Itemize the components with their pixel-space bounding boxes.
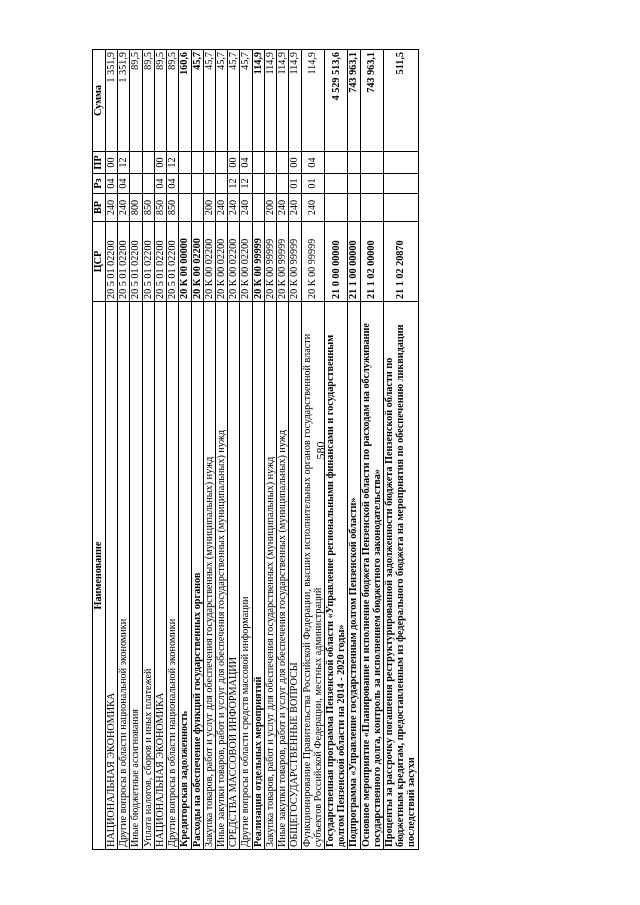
cell-name: Иные бюджетные ассигнования (130, 302, 142, 850)
cell-csr: 20 К 00 99999 (252, 222, 264, 302)
cell-rz: 04 (154, 174, 166, 194)
cell-sum: 89,5 (154, 50, 166, 152)
cell-csr: 21 0 00 00000 (324, 222, 347, 302)
budget-table-rotated (92, 50, 532, 850)
cell-rz (360, 174, 383, 194)
cell-sum: 114,9 (252, 50, 264, 152)
cell-name: Уплата налогов, сборов и иных платежей (142, 302, 154, 850)
table-row (348, 50, 360, 850)
table-row (215, 50, 227, 850)
cell-rz: 01 (289, 174, 301, 194)
cell-name: Другие вопросы в области средств массовой информации (240, 302, 252, 850)
cell-name: Проценты за рассрочку погашения реструктурированной задолженности бюджета Пензенской области по бюджетным кредитам, предоставленным из федерального бюджета на мероприятия по обеспечению ликвидации последствий засухи (384, 302, 419, 850)
table-row (289, 50, 301, 850)
cell-csr: 20 5 01 02200 (130, 222, 142, 302)
cell-name: ОБЩЕГОСУДАРСТВЕННЫЕ ВОПРОСЫ (289, 302, 301, 850)
cell-rz (277, 174, 289, 194)
cell-name: Реализация отдельных мероприятий (252, 302, 264, 850)
cell-pr (277, 152, 289, 174)
table-row (384, 50, 419, 850)
cell-vr (384, 194, 419, 222)
cell-pr: 04 (301, 152, 324, 174)
cell-pr: 04 (240, 152, 252, 174)
cell-csr: 20 К 00 02200 (240, 222, 252, 302)
cell-sum: 114,9 (289, 50, 301, 152)
cell-pr: 00 (228, 152, 240, 174)
cell-csr: 20 К 00 02200 (203, 222, 215, 302)
cell-csr: 21 1 02 00000 (360, 222, 383, 302)
cell-name: Расходы на обеспечение функций государственных органов (191, 302, 203, 850)
table-row (130, 50, 142, 850)
cell-rz: 12 (228, 174, 240, 194)
cell-sum: 45,7 (240, 50, 252, 152)
cell-pr (360, 152, 383, 174)
cell-rz (324, 174, 347, 194)
cell-csr: 20 К 00 99999 (277, 222, 289, 302)
cell-pr (203, 152, 215, 174)
header-name: Наименование (93, 302, 106, 850)
header-vr: ВР (93, 194, 106, 222)
cell-vr (179, 194, 191, 222)
cell-vr: 800 (130, 194, 142, 222)
cell-rz: 01 (301, 174, 324, 194)
cell-vr: 240 (301, 194, 324, 222)
cell-name: Функционирование Правительства Российской Федерации, высших исполнительных органов государственной власти субъектов Российской Федерации, местных администраций (301, 302, 324, 850)
cell-pr (324, 152, 347, 174)
cell-rz (179, 174, 191, 194)
cell-pr (130, 152, 142, 174)
cell-csr: 20 5 01 02200 (106, 222, 118, 302)
cell-sum: 45,7 (203, 50, 215, 152)
cell-pr (142, 152, 154, 174)
cell-name: НАЦИОНАЛЬНАЯ ЭКОНОМИКА (106, 302, 118, 850)
cell-rz: 04 (167, 174, 179, 194)
cell-pr: 12 (118, 152, 130, 174)
table-row (191, 50, 203, 850)
cell-vr: 240 (228, 194, 240, 222)
cell-vr: 240 (106, 194, 118, 222)
header-sum: Сумма (93, 50, 106, 152)
cell-rz: 04 (118, 174, 130, 194)
table-row (301, 50, 324, 850)
cell-csr: 20 К 00 99999 (264, 222, 276, 302)
cell-csr: 20 5 01 02200 (167, 222, 179, 302)
header-pr: ПР (93, 152, 106, 174)
cell-pr: 00 (154, 152, 166, 174)
cell-rz (203, 174, 215, 194)
table-row (106, 50, 118, 850)
cell-name: НАЦИОНАЛЬНАЯ ЭКОНОМИКА (154, 302, 166, 850)
table-row (154, 50, 166, 850)
cell-rz: 04 (106, 174, 118, 194)
cell-csr: 20 К 00 02200 (191, 222, 203, 302)
table-row (179, 50, 191, 850)
cell-name: Другие вопросы в области национальной экономики (167, 302, 179, 850)
cell-vr (191, 194, 203, 222)
cell-name: Кредиторская задолженность (179, 302, 191, 850)
cell-vr (252, 194, 264, 222)
cell-csr: 20 5 01 02200 (118, 222, 130, 302)
cell-pr (191, 152, 203, 174)
table-row (228, 50, 240, 850)
cell-sum: 114,9 (277, 50, 289, 152)
cell-pr (215, 152, 227, 174)
cell-sum: 114,9 (264, 50, 276, 152)
cell-vr (324, 194, 347, 222)
cell-rz (348, 174, 360, 194)
page-number: 580 (313, 441, 328, 460)
cell-pr: 00 (106, 152, 118, 174)
table-row (118, 50, 130, 850)
cell-sum: 511,5 (384, 50, 419, 152)
cell-csr: 20 К 00 02200 (215, 222, 227, 302)
table-row (167, 50, 179, 850)
cell-pr (179, 152, 191, 174)
cell-sum: 45,7 (228, 50, 240, 152)
cell-rz (264, 174, 276, 194)
cell-name: Иные закупки товаров, работ и услуг для обеспечения государственных (муниципальных) нужд (215, 302, 227, 850)
cell-rz (142, 174, 154, 194)
cell-sum: 160,6 (179, 50, 191, 152)
cell-vr: 200 (264, 194, 276, 222)
cell-rz (252, 174, 264, 194)
table-row (240, 50, 252, 850)
cell-rz (191, 174, 203, 194)
budget-table (92, 49, 419, 850)
cell-csr: 20 К 00 99999 (289, 222, 301, 302)
cell-name: СРЕДСТВА МАССОВОЙ ИНФОРМАЦИИ (228, 302, 240, 850)
cell-name: Закупка товаров, работ и услуг для обеспечения государственных (муниципальных) нужд (203, 302, 215, 850)
cell-vr: 850 (154, 194, 166, 222)
cell-pr: 00 (289, 152, 301, 174)
cell-sum: 1 351,9 (118, 50, 130, 152)
cell-sum: 45,7 (191, 50, 203, 152)
cell-sum: 89,5 (167, 50, 179, 152)
header-csr: ЦСР (93, 222, 106, 302)
cell-rz (384, 174, 419, 194)
cell-name: Закупка товаров, работ и услуг для обеспечения государственных (муниципальных) нужд (264, 302, 276, 850)
table-row (360, 50, 383, 850)
cell-csr: 20 5 01 02200 (142, 222, 154, 302)
cell-pr (264, 152, 276, 174)
cell-csr: 21 1 00 00000 (348, 222, 360, 302)
cell-vr: 850 (142, 194, 154, 222)
table-row (324, 50, 347, 850)
cell-name: Другие вопросы в области национальной экономики (118, 302, 130, 850)
cell-vr: 240 (215, 194, 227, 222)
table-row (277, 50, 289, 850)
cell-vr: 240 (118, 194, 130, 222)
cell-sum: 89,5 (142, 50, 154, 152)
header-rz: Рз (93, 174, 106, 194)
table-row (203, 50, 215, 850)
cell-sum: 114,9 (301, 50, 324, 152)
cell-sum: 1 351,9 (106, 50, 118, 152)
cell-csr: 20 К 00 00000 (179, 222, 191, 302)
cell-vr: 200 (203, 194, 215, 222)
cell-pr (384, 152, 419, 174)
cell-vr: 240 (289, 194, 301, 222)
cell-vr (360, 194, 383, 222)
cell-pr (252, 152, 264, 174)
cell-name: Иные закупки товаров, работ и услуг для обеспечения государственных (муниципальных) нужд (277, 302, 289, 850)
cell-sum: 743 963,1 (360, 50, 383, 152)
table-header-row (93, 50, 106, 850)
cell-name: Подпрограмма «Управление государственным долгом Пензенской области» (348, 302, 360, 850)
cell-rz (215, 174, 227, 194)
cell-pr (348, 152, 360, 174)
table-row (142, 50, 154, 850)
table-row (252, 50, 264, 850)
cell-rz (130, 174, 142, 194)
cell-name: Основное мероприятие «Планирование и исполнение бюджета Пензенской области по расходам на обслуживание государственного долга, контроль за исполнением бюджетного законодательства» (360, 302, 383, 850)
cell-sum: 45,7 (215, 50, 227, 152)
cell-sum: 89,5 (130, 50, 142, 152)
table-row (264, 50, 276, 850)
cell-csr: 20 К 00 99999 (301, 222, 324, 302)
cell-csr: 20 К 00 02200 (228, 222, 240, 302)
cell-vr: 850 (167, 194, 179, 222)
cell-csr: 21 1 02 20870 (384, 222, 419, 302)
cell-rz: 12 (240, 174, 252, 194)
cell-pr: 12 (167, 152, 179, 174)
cell-sum: 4 529 513,6 (324, 50, 347, 152)
table-body (106, 50, 419, 850)
cell-vr: 240 (240, 194, 252, 222)
cell-csr: 20 5 01 02200 (154, 222, 166, 302)
cell-sum: 743 963,1 (348, 50, 360, 152)
cell-name: Государственная программа Пензенской области «Управление региональными финансами и государственным долгом Пензенской области на 2014 - 2020 годы» (324, 302, 347, 850)
cell-vr: 240 (277, 194, 289, 222)
cell-vr (348, 194, 360, 222)
